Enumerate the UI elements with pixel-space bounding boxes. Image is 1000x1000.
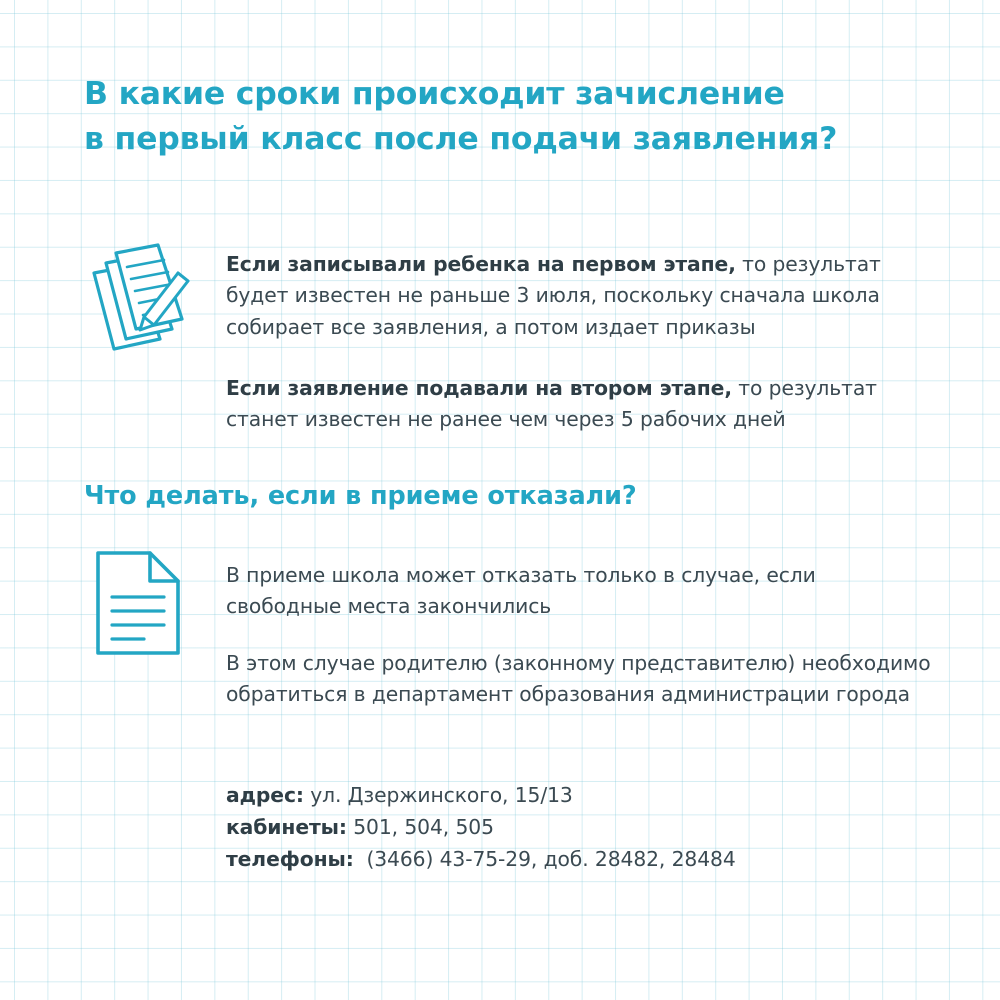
contact-rooms-row [226, 812, 946, 844]
document-page-icon [92, 549, 184, 657]
page-title-line-2: в первый класс после подачи заявления? [84, 120, 838, 157]
contact-address-label: адрес: [226, 783, 304, 807]
contacts-block [226, 780, 946, 876]
stage-two-bold: Если заявление подавали на втором этапе, [226, 376, 732, 400]
refusal-paragraph-1: В приеме школа может отказать только в случае, если свободные места закончились [226, 563, 816, 619]
document-with-pencil-icon [86, 243, 192, 355]
stage-one-rest: то результат будет известен не раньше 3 июля, поскольку сначала школа собирает все заявления, а потом издает приказы [226, 252, 881, 339]
contact-address-row [226, 780, 946, 812]
contact-address-value: ул. Дзержинского, 15/13 [303, 783, 573, 807]
page-title-line-1: В какие сроки происходит зачисление [84, 76, 785, 112]
page-title [84, 72, 944, 161]
stage-one-bold: Если записывали ребенка на первом этапе, [226, 252, 736, 276]
contact-rooms-value: 501, 504, 505 [346, 814, 494, 839]
contact-phones-row [226, 844, 946, 876]
contact-phones-label: телефоны: [226, 846, 354, 871]
stage-two-rest: то результат станет известен не ранее чем через 5 рабочих дней [226, 376, 877, 432]
stage-two-paragraph [226, 373, 946, 436]
refusal-paragraph-2: В этом случае родителю (законному представителю) необходимо обратиться в департамент образования администрации города [226, 651, 931, 707]
contact-phones-value: (3466) 43-75-29, доб. 28482, 28484 [353, 846, 736, 871]
section-title-refusal: Что делать, если в приеме отказали? [84, 481, 637, 511]
contact-rooms-label: кабинеты: [226, 814, 347, 839]
stage-one-paragraph [226, 249, 946, 343]
